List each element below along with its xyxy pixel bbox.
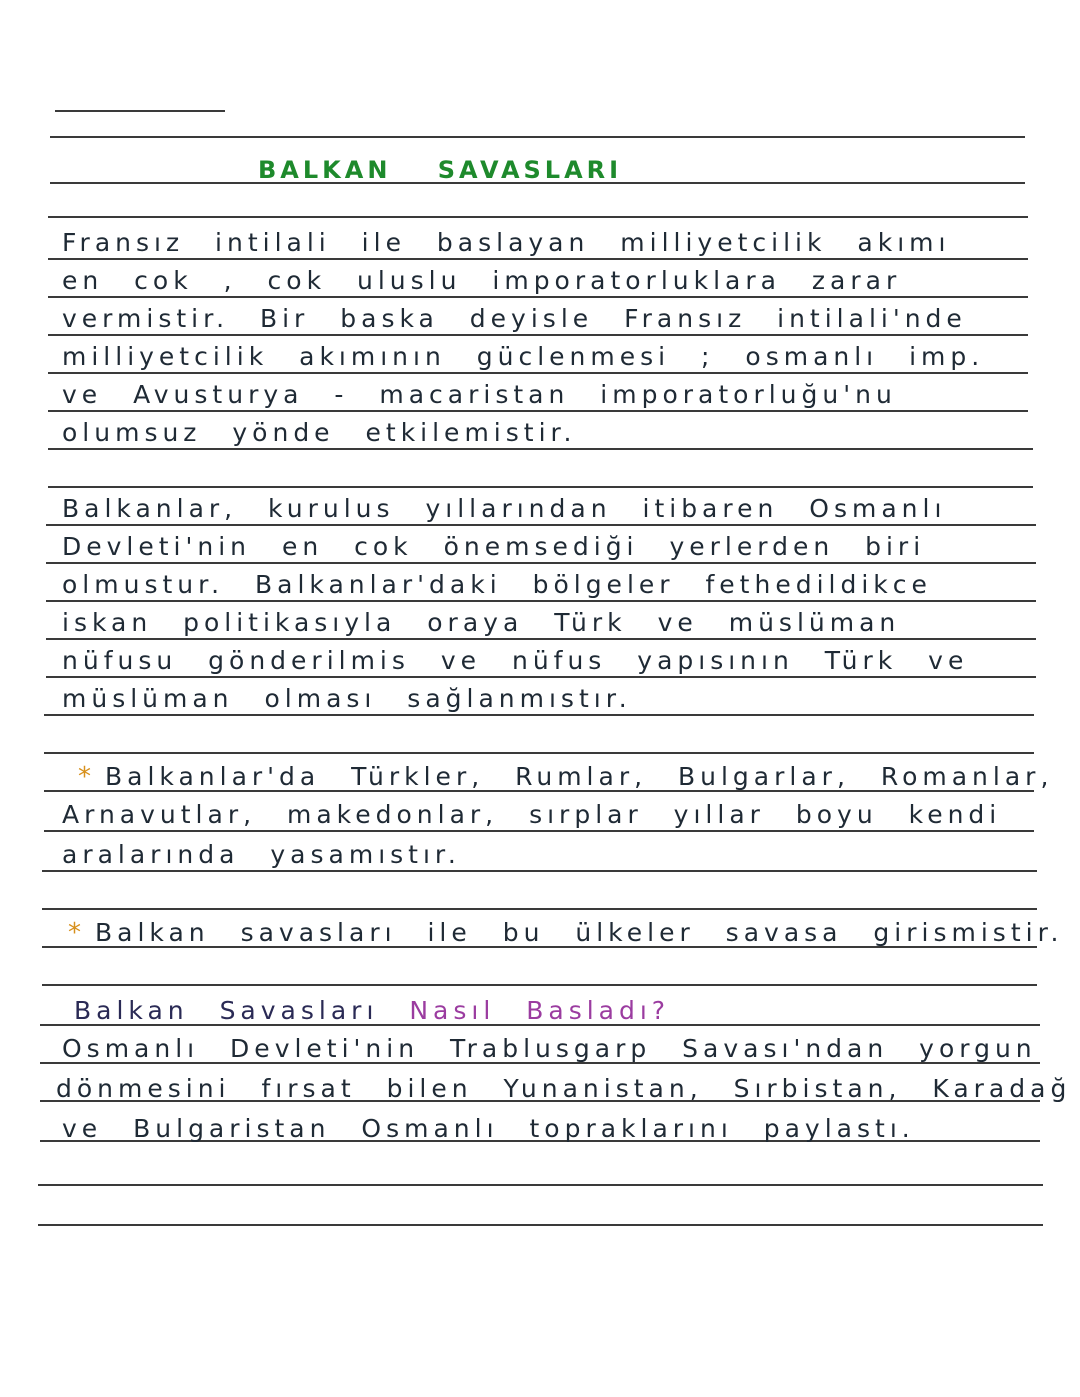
star-bullet-icon: * [68,918,81,948]
ruled-line [48,448,1033,450]
ruled-line [42,870,1037,872]
paragraph1-line: ve Avusturya - macaristan imporatorluğu'nu [62,380,897,409]
paragraph1-line: milliyetcilik akımının güclenmesi ; osmanlı imp. [62,342,985,371]
ruled-line [46,562,1036,564]
ruled-line [38,1224,1043,1226]
bullet2-line [68,918,1064,948]
ruled-line [48,410,1028,412]
paragraph2-line: olmustur. Balkanlar'daki bölgeler fethedildikce [62,570,932,599]
paragraph3-line: dönmesini fırsat bilen Yunanistan, Sırbistan, Karadağ [56,1074,1072,1103]
paragraph1-line: vermistir. Bir baska deyisle Fransız intilali'nde [62,304,967,333]
ruled-line [44,752,1034,754]
ruled-line [38,1184,1043,1186]
ruled-line [44,830,1034,832]
bullet1-line: Arnavutlar, makedonlar, sırplar yıllar boyu kendi [62,800,1002,829]
paragraph1-line: Fransız intilali ile baslayan milliyetcilik akımı [62,228,951,257]
paragraph1-line: olumsuz yönde etkilemistir. [62,418,577,447]
ruled-line [48,372,1028,374]
bullet1-text: Balkanlar'da Türkler, Rumlar, Bulgarlar, Romanlar, [105,762,1054,791]
paragraph2-line: nüfusu gönderilmis ve nüfus yapısının Türk ve [62,646,969,675]
ruled-line [42,908,1037,910]
paragraph2-line: Balkanlar, kurulus yıllarından itibaren Osmanlı [62,494,947,523]
paragraph3-line: Osmanlı Devleti'nin Trablusgarp Savası'ndan yorgun [62,1034,1037,1063]
paragraph2-line: iskan politikasıyla oraya Türk ve müslüman [62,608,901,637]
question-part1: Balkan Savasları [74,996,379,1025]
paragraph2-line: Devleti'nin en cok önemsediği yerlerden biri [62,532,926,561]
ruled-line [44,714,1034,716]
ruled-line [48,216,1028,218]
top-stub-rule [55,110,225,112]
ruled-line [48,486,1033,488]
question-heading [74,996,1054,1026]
paragraph1-line: en cok , cok uluslu imporatorluklara zarar [62,266,902,295]
ruled-line [46,524,1036,526]
ruled-line [48,334,1028,336]
bullet1-first-line [78,762,1058,792]
ruled-line [46,638,1036,640]
ruled-line [46,676,1036,678]
ruled-line [48,258,1028,260]
page-title: BALKAN SAVASLARI [258,156,623,184]
paragraph2-line: müslüman olması sağlanmıstır. [62,684,632,713]
paragraph3-line: ve Bulgaristan Osmanlı topraklarını paylastı. [62,1114,915,1143]
question-part2: Nasıl Basladı? [409,996,671,1025]
ruled-line [48,296,1028,298]
bullet2-text: Balkan savasları ile bu ülkeler savasa girismistir. [95,918,1064,947]
ruled-line [50,136,1025,138]
bullet1-line: aralarında yasamıstır. [62,840,461,869]
ruled-line [46,600,1036,602]
ruled-line [42,984,1037,986]
star-bullet-icon: * [78,762,91,792]
